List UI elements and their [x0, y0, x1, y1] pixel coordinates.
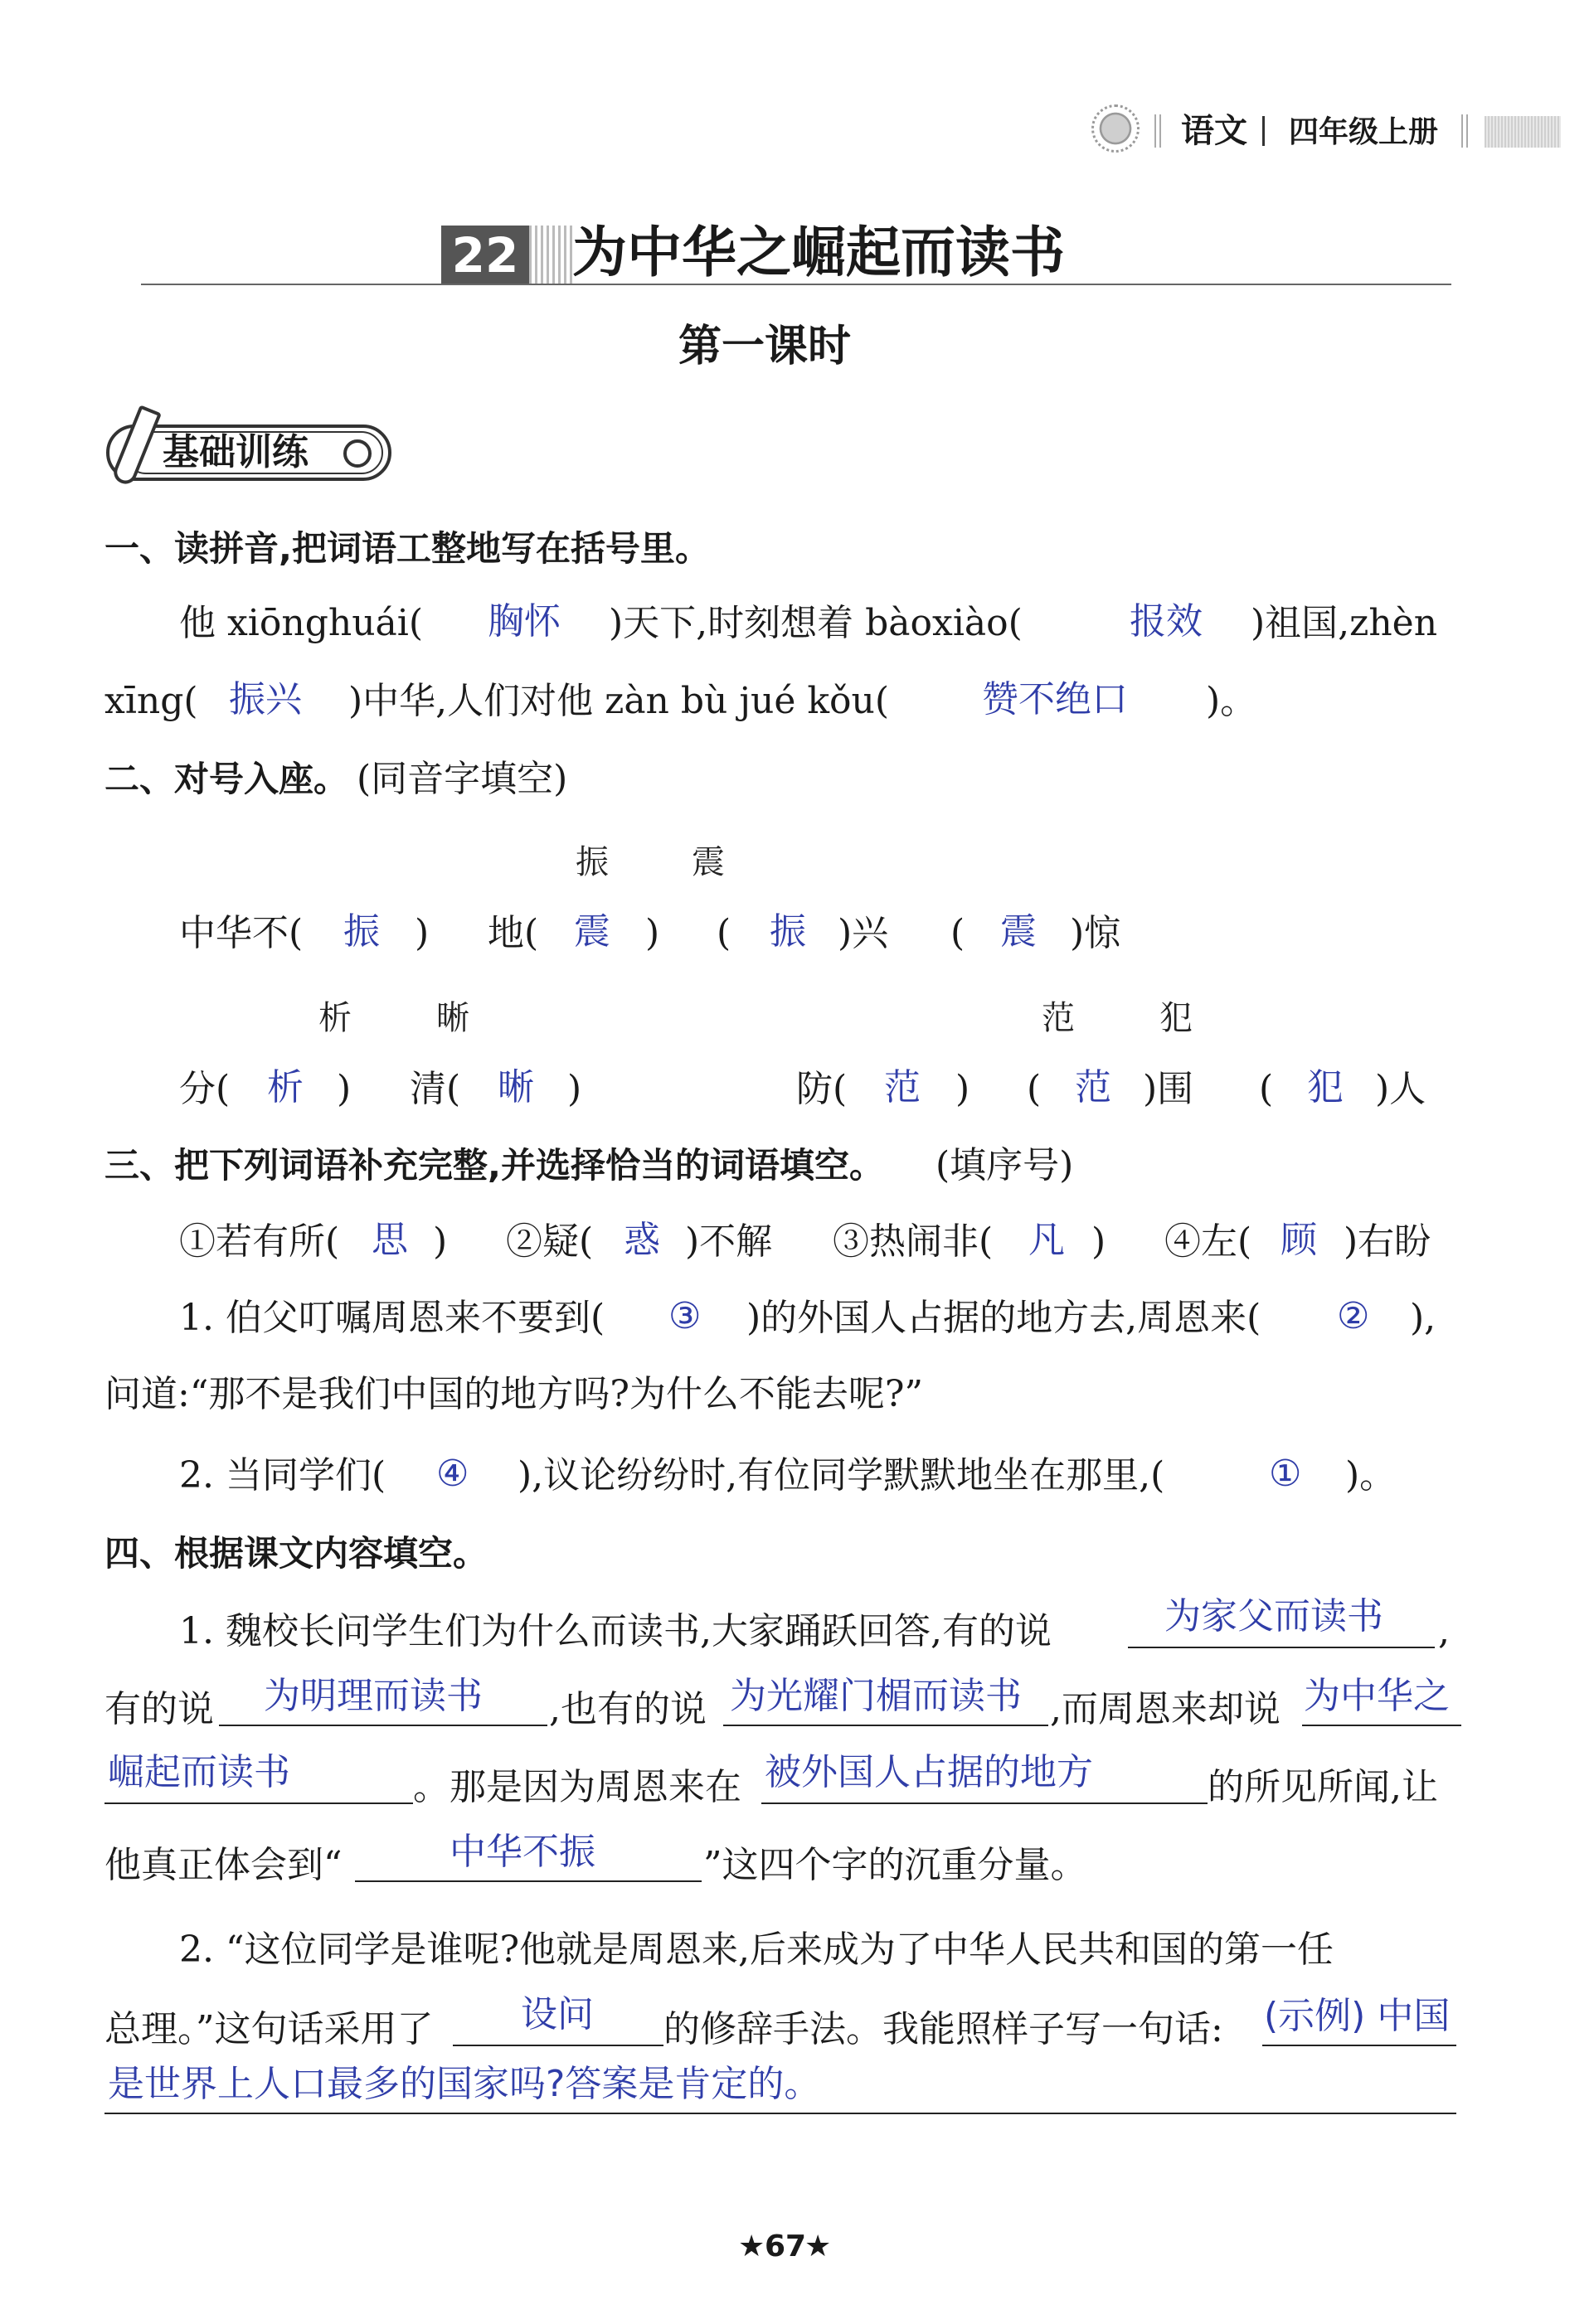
q2-group1-option-1: 振: [576, 843, 609, 881]
q3-idiom1-answer: 思: [372, 1219, 408, 1261]
header-grade: 四年级上册: [1289, 115, 1439, 149]
q3-s2-answer-1: ④: [436, 1453, 469, 1495]
q4-p2-answer-2b: 是世界上人口最多的国家吗?答案是肯定的。: [108, 2063, 821, 2105]
q1-text-e: )中华,人们对他 zàn bù jué kǒu(: [348, 680, 890, 722]
q4-p1-blank-2: [219, 1725, 547, 1726]
q3-heading-note: (填序号): [936, 1144, 1074, 1186]
q2-g2-item2-suffix: ): [567, 1068, 582, 1110]
sun-logo-icon: [1091, 104, 1140, 153]
q1-answer-1: 胸怀: [488, 600, 561, 643]
q4-p1-text-d: ,也有的说: [549, 1688, 707, 1730]
q2-g1-item2-answer: 震: [574, 910, 610, 953]
q4-p1-text-g: 的所见所闻,让: [1208, 1766, 1438, 1808]
q4-p1-answer-6: 中华不振: [450, 1831, 595, 1873]
q1-heading: 一、读拼音,把词语工整地写在括号里。: [104, 528, 710, 569]
q2-group2-option-2: 晰: [436, 999, 469, 1037]
q3-idiom2-answer: 惑: [624, 1219, 660, 1261]
q2-g1-item3-answer: 振: [770, 910, 806, 953]
q3-s1-answer-1: ③: [668, 1295, 702, 1337]
q3-s1-answer-2: ②: [1337, 1295, 1370, 1337]
header-separator: [1262, 116, 1265, 146]
q3-s1-text-a: 1. 伯父叮嘱周恩来不要到(: [179, 1297, 605, 1339]
q2-g3-item2-answer: 范: [1075, 1066, 1111, 1109]
q2-g1-item2-suffix: ): [645, 912, 660, 954]
q4-p1-answer-4a: 为中华之: [1304, 1675, 1450, 1717]
q2-heading-note: (同音字填空): [357, 758, 568, 800]
q3-s2-text-b: ),议论纷纷时,有位同学默默地坐在那里,(: [518, 1454, 1165, 1497]
q1-answer-3: 振兴: [229, 678, 302, 720]
q4-p1-answer-5: 被外国人占据的地方: [765, 1751, 1093, 1793]
title-rule: [141, 284, 1451, 285]
q1-text-c: )祖国,zhèn: [1251, 602, 1438, 644]
q2-g2-item2-answer: 晰: [498, 1066, 534, 1109]
q3-idiom2-prefix: ②疑(: [506, 1220, 594, 1263]
q3-idiom3-prefix: ③热闹非(: [833, 1220, 994, 1263]
q1-text-d: xīng(: [104, 680, 198, 722]
q2-group3-option-2: 犯: [1159, 999, 1193, 1037]
badge-circle-icon: [343, 439, 372, 468]
q1-answer-4: 赞不绝口: [982, 678, 1128, 720]
q2-g3-item1-prefix: 防(: [796, 1068, 848, 1110]
q4-p1-blank-4b: [104, 1802, 413, 1804]
q4-p1-text-i: ”这四个字的沉重分量。: [703, 1844, 1087, 1886]
q3-heading: 三、把下列词语补充完整,并选择恰当的词语填空。: [104, 1145, 884, 1186]
lesson-subtitle: 第一课时: [678, 322, 852, 371]
q4-p1-text-c: 有的说: [104, 1688, 214, 1730]
section-badge-label: 基础训练: [163, 431, 309, 473]
q2-g1-item4-prefix: (: [950, 912, 965, 954]
q2-g1-item3-prefix: (: [717, 912, 731, 954]
q4-p2-answer-2a: (示例) 中国: [1264, 1995, 1451, 2037]
q4-p1-text-b: ,: [1438, 1610, 1450, 1652]
q3-idiom4-suffix: )右盼: [1344, 1220, 1431, 1263]
q2-g3-item1-suffix: ): [955, 1068, 970, 1110]
q3-idiom3-answer: 凡: [1028, 1219, 1065, 1261]
q4-p1-answer-4b: 崛起而读书: [108, 1751, 290, 1793]
q4-p2-blank-2b: [104, 2113, 1456, 2114]
q4-p2-blank-2a: [1262, 2045, 1456, 2046]
q4-p2-text-a: 2. “这位同学是谁呢?他就是周恩来,后来成为了中华人民共和国的第一任: [179, 1929, 1334, 1971]
page-number: 67: [765, 2229, 807, 2263]
q4-p1-text-h: 他真正体会到“: [104, 1844, 343, 1886]
q1-text-b: )天下,时刻想着 bàoxiào(: [609, 602, 1023, 644]
q4-p1-blank-6: [355, 1880, 702, 1882]
q3-s2-text-a: 2. 当同学们(: [179, 1454, 386, 1497]
q2-group3-option-1: 范: [1042, 999, 1075, 1037]
q2-g3-item3-answer: 犯: [1307, 1066, 1344, 1109]
q4-p2-blank-1: [453, 2045, 663, 2046]
q2-g1-item1-suffix: ): [415, 912, 430, 954]
q2-g1-item3-suffix: )兴: [838, 912, 889, 954]
q3-s2-answer-2: ①: [1269, 1453, 1302, 1495]
q4-p1-text-e: ,而周恩来却说: [1050, 1688, 1281, 1730]
lesson-title: 为中华之崛起而读书: [572, 220, 1065, 284]
q2-g3-item2-prefix: (: [1027, 1068, 1042, 1110]
q4-heading: 四、根据课文内容填空。: [104, 1533, 488, 1574]
lesson-number-fade: [529, 226, 576, 285]
q2-heading: 二、对号入座。: [104, 759, 349, 799]
star-icon-left: ★: [738, 2229, 765, 2263]
q4-p2-answer-1: 设问: [521, 1993, 594, 2035]
header-decoration: [1485, 116, 1561, 148]
q2-g1-item4-answer: 震: [1000, 910, 1037, 953]
q3-s1-text-b: )的外国人占据的地方去,周恩来(: [746, 1297, 1261, 1339]
header-divider: [1154, 114, 1161, 148]
q4-p1-answer-1: 为家父而读书: [1164, 1595, 1383, 1637]
header-subject: 语文: [1181, 112, 1247, 150]
star-icon-right: ★: [804, 2229, 832, 2263]
q2-g1-item4-suffix: )惊: [1070, 912, 1121, 954]
q4-p1-blank-5: [761, 1802, 1208, 1804]
q3-idiom3-suffix: ): [1091, 1220, 1106, 1263]
q2-g3-item2-suffix: )围: [1143, 1068, 1194, 1110]
q1-answer-2: 报效: [1130, 600, 1203, 643]
q3-idiom1-prefix: ①若有所(: [179, 1220, 340, 1263]
q3-s2-text-c: )。: [1345, 1454, 1397, 1497]
q2-g3-item3-prefix: (: [1259, 1068, 1274, 1110]
q2-g1-item1-prefix: 中华不(: [179, 912, 304, 954]
q4-p2-text-c: 的修辞手法。我能照样子写一句话:: [663, 2008, 1223, 2050]
q1-text-a: 他 xiōnghuái(: [179, 602, 424, 644]
q2-group1-option-2: 震: [692, 843, 725, 881]
q4-p1-blank-3: [723, 1725, 1048, 1726]
q4-p1-blank-1: [1128, 1647, 1435, 1648]
q3-s1-text-d: 问道:“那不是我们中国的地方吗?为什么不能去呢?”: [104, 1373, 923, 1415]
q2-g2-item1-answer: 析: [267, 1066, 304, 1109]
q2-group2-option-1: 析: [318, 999, 352, 1037]
q4-p2-text-b: 总理。”这句话采用了: [104, 2008, 434, 2050]
header-divider-right: [1461, 114, 1468, 148]
q2-g1-item2-prefix: 地(: [488, 912, 539, 954]
q2-g1-item1-answer: 振: [343, 910, 380, 953]
q2-g2-item2-prefix: 清(: [410, 1068, 461, 1110]
q4-p1-answer-3: 为光耀门楣而读书: [730, 1675, 1022, 1717]
q2-g3-item1-answer: 范: [884, 1066, 921, 1109]
q3-idiom4-answer: 顾: [1281, 1219, 1317, 1261]
q4-p1-text-a: 1. 魏校长问学生们为什么而读书,大家踊跃回答,有的说: [179, 1610, 1052, 1652]
q4-p1-text-f: 。那是因为周恩来在: [413, 1766, 741, 1808]
q2-g2-item1-suffix: ): [337, 1068, 352, 1110]
q1-text-f: )。: [1206, 680, 1257, 722]
q3-s1-text-c: ),: [1410, 1297, 1436, 1339]
q2-g2-item1-prefix: 分(: [179, 1068, 231, 1110]
q2-g3-item3-suffix: )人: [1375, 1068, 1426, 1110]
q3-idiom2-suffix: )不解: [685, 1220, 773, 1263]
q3-idiom1-suffix: ): [433, 1220, 448, 1263]
lesson-number: 22: [441, 226, 529, 285]
q4-p1-answer-2: 为明理而读书: [264, 1675, 483, 1717]
q4-p1-blank-4a: [1302, 1725, 1461, 1726]
q3-idiom4-prefix: ④左(: [1164, 1220, 1252, 1263]
